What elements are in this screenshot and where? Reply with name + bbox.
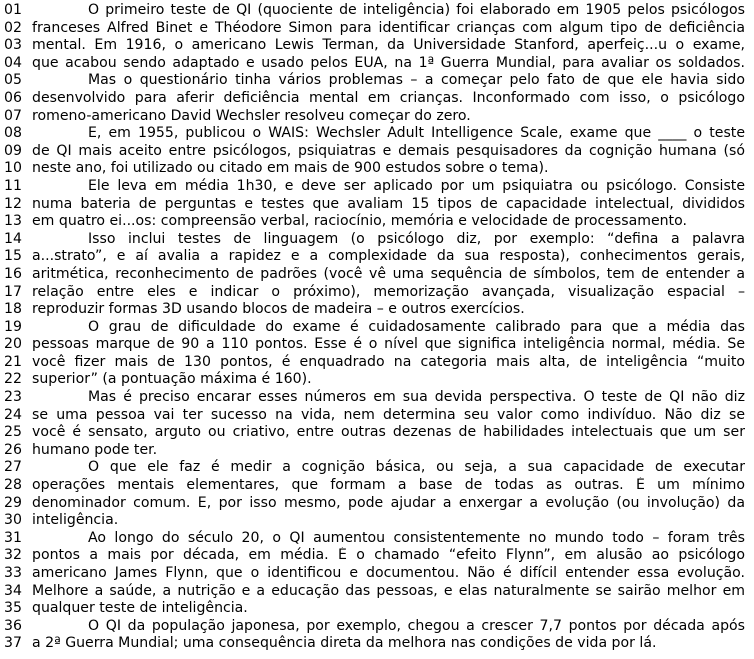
text-line — [0, 389, 754, 407]
text-line — [0, 90, 754, 108]
text-line — [0, 424, 754, 442]
line-text: pontos a mais por década, em média. É o chamado “efeito Flynn”, em alusão ao psicólogo — [32, 547, 745, 564]
text-line — [0, 618, 754, 636]
text-line — [0, 143, 754, 161]
line-number: 20 — [4, 336, 22, 353]
text-line — [0, 354, 754, 372]
text-line — [0, 125, 754, 143]
line-number: 05 — [4, 72, 22, 89]
text-line — [0, 301, 754, 319]
line-text: americano James Flynn, que o identificou e documentou. Não é difícil entender essa evolução. — [32, 565, 745, 581]
line-number: 35 — [4, 600, 22, 617]
line-number: 01 — [4, 2, 22, 18]
line-text: você é sensato, arguto ou criativo, entre outras dezenas de habilidades intelectuais que um ser — [32, 424, 745, 441]
line-number: 30 — [4, 512, 22, 529]
line-number: 07 — [4, 107, 22, 124]
line-text: se uma pessoa vai ter sucesso na vida, nem determina seu valor como indivíduo. Não diz se — [32, 406, 745, 423]
text-line — [0, 178, 754, 196]
line-number: 06 — [4, 89, 22, 106]
text-line — [0, 266, 754, 284]
line-number: 18 — [4, 301, 22, 318]
text-line — [0, 231, 754, 249]
text-line — [0, 495, 754, 513]
line-number: 27 — [4, 459, 22, 476]
text-line — [0, 20, 754, 38]
line-number: 28 — [4, 477, 22, 494]
text-line — [0, 108, 754, 126]
line-text: relação entre eles e indicar o próximo), memorização avançada, visualização espacial – — [32, 283, 745, 300]
line-number: 22 — [4, 371, 22, 388]
line-text: O que ele faz é medir a cognição básica, ou seja, a sua capacidade de executar — [88, 459, 745, 476]
line-number: 31 — [4, 529, 22, 546]
line-text: reproduzir formas 3D usando blocos de madeira – e outros exercícios. — [32, 301, 525, 318]
line-text: numa bateria de perguntas e testes que avaliam 15 tipos de capacidade intelectual, divididos — [32, 195, 745, 212]
line-text: qualquer teste de inteligência. — [32, 600, 248, 617]
text-line — [0, 407, 754, 425]
line-number: 16 — [4, 265, 22, 282]
line-text: Mas é preciso encarar esses números em sua devida perspectiva. O teste de QI não diz — [88, 389, 745, 406]
line-number: 25 — [4, 424, 22, 441]
text-line — [0, 547, 754, 565]
line-number: 26 — [4, 441, 22, 458]
line-text: inteligência. — [32, 512, 119, 529]
text-line — [0, 196, 754, 214]
line-number: 37 — [4, 635, 22, 652]
line-text: Ele leva em média 1h30, e deve ser aplicado por um psiquiatra ou psicólogo. Consiste — [88, 177, 745, 194]
line-number: 17 — [4, 283, 22, 300]
text-line — [0, 477, 754, 495]
line-number: 12 — [4, 195, 22, 212]
line-text: a...strato”, e aí avalia a rapidez e a complexidade da sua resposta), conhecimentos gerais, — [32, 248, 745, 265]
line-text: mental. Em 1916, o americano Lewis Terman, da Universidade Stanford, aperfeiç...u o exame, — [32, 37, 745, 54]
line-number: 04 — [4, 54, 22, 71]
line-text: romeno-americano David Wechsler resolveu começar do zero. — [32, 107, 471, 124]
text-line — [0, 37, 754, 55]
line-number: 29 — [4, 494, 22, 511]
text-line — [0, 248, 754, 266]
line-number: 11 — [4, 177, 22, 194]
line-number: 32 — [4, 547, 22, 564]
text-line — [0, 213, 754, 231]
line-text: neste ano, foi utilizado ou citado em mais de 900 estudos sobre o tema). — [32, 160, 549, 177]
line-text: pessoas marque de 90 a 110 pontos. Esse é o nível que significa inteligência normal, média. Se — [32, 336, 745, 353]
line-number: 33 — [4, 565, 22, 581]
line-text: superior” (a pontuação máxima é 160). — [32, 371, 312, 388]
line-number: 08 — [4, 125, 22, 142]
text-line — [0, 530, 754, 548]
line-text: desenvolvido para aferir deficiência mental em crianças. Inconformado com isso, o psicólogo — [32, 89, 745, 106]
line-text: Isso inclui testes de linguagem (o psicólogo diz, por exemplo: “defina a palavra — [88, 230, 745, 247]
text-line — [0, 55, 754, 73]
line-text: E, em 1955, publicou o WAIS: Wechsler Adult Intelligence Scale, exame que ____ o teste — [88, 125, 745, 142]
text-line — [0, 371, 754, 389]
line-text: você fizer mais de 130 pontos, é enquadrado na categoria mais alta, de inteligência “muito — [32, 353, 745, 370]
line-number: 23 — [4, 389, 22, 406]
text-line — [0, 336, 754, 354]
line-text: O QI da população japonesa, por exemplo, chegou a crescer 7,7 pontos por década após — [88, 617, 745, 634]
line-number: 34 — [4, 582, 22, 599]
text-line — [0, 2, 754, 20]
text-line — [0, 635, 754, 653]
line-text: em quatro ei...os: compreensão verbal, raciocínio, memória e velocidade de processamento. — [32, 213, 687, 230]
line-number: 15 — [4, 248, 22, 265]
line-number: 09 — [4, 142, 22, 159]
text-line — [0, 284, 754, 302]
text-line — [0, 72, 754, 90]
text-line — [0, 160, 754, 178]
text-line — [0, 459, 754, 477]
text-line — [0, 319, 754, 337]
line-text: Mas o questionário tinha vários problemas – a começar pelo fato de que ele havia sido — [88, 72, 745, 89]
text-line — [0, 442, 754, 460]
line-number: 24 — [4, 406, 22, 423]
line-text: denominador comum. E, por isso mesmo, pode ajudar a enxergar a evolução (ou involução) da — [32, 494, 745, 511]
line-number: 13 — [4, 213, 22, 230]
line-text: humano pode ter. — [32, 441, 158, 458]
line-text: operações mentais elementares, que formam a base de todas as outras. É um mínimo — [32, 477, 745, 494]
line-text: a 2ª Guerra Mundial; uma consequência direta da melhora nas condições de vida por lá. — [32, 635, 657, 652]
line-text: O primeiro teste de QI (quociente de inteligência) foi elaborado em 1905 pelos psicólogos — [88, 2, 745, 18]
line-number: 14 — [4, 230, 22, 247]
line-text: aritmética, reconhecimento de padrões (você vê uma sequência de símbolos, tem de entender a — [32, 265, 745, 282]
line-number: 36 — [4, 617, 22, 634]
text-line — [0, 583, 754, 601]
text-line — [0, 565, 754, 583]
line-text: franceses Alfred Binet e Théodore Simon para identificar crianças com algum tipo de deficiência — [32, 19, 745, 36]
line-number: 10 — [4, 160, 22, 177]
text-line — [0, 600, 754, 618]
text-line — [0, 512, 754, 530]
line-number: 03 — [4, 37, 22, 54]
line-text: que acabou sendo adaptado e usado pelos EUA, na 1ª Guerra Mundial, para avaliar os soldados. — [32, 54, 745, 71]
line-text: Ao longo do século 20, o QI aumentou consistentemente no mundo todo – foram três — [88, 529, 745, 546]
line-text: O grau de dificuldade do exame é cuidadosamente calibrado para que a média das — [88, 318, 745, 335]
line-number: 19 — [4, 318, 22, 335]
line-number: 02 — [4, 19, 22, 36]
line-text: Melhore a saúde, a nutrição e a educação das pessoas, e elas naturalmente se sairão melhor em — [32, 582, 745, 599]
line-text: de QI mais aceito entre psicólogos, psiquiatras e demais pesquisadores da cognição humana (só — [32, 142, 745, 159]
line-number: 21 — [4, 353, 22, 370]
